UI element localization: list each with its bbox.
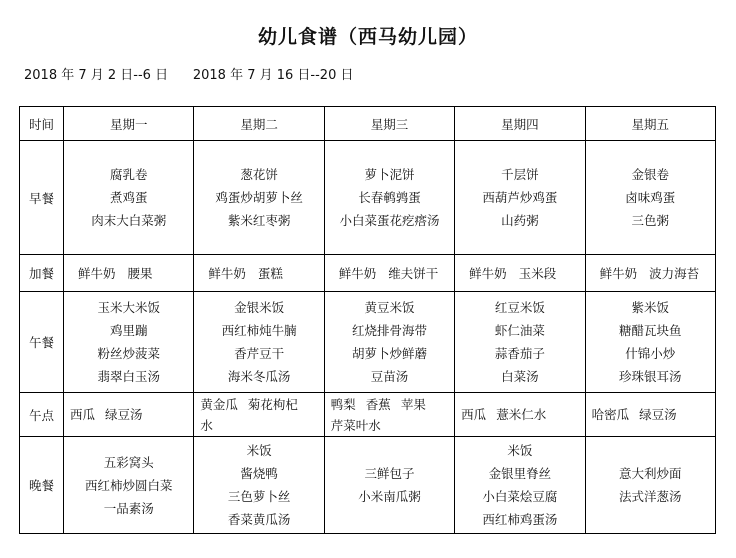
menu-item: 糖醋瓦块鱼 [619,323,682,338]
page-title: 幼儿食谱（西马幼儿园） [257,26,478,48]
menu-cell [324,141,454,255]
menu-item: 蒜香茄子 [494,346,545,361]
menu-item: 菊花枸杞水 [200,396,298,433]
meal-label: 午餐 [20,292,64,393]
meal-label: 早餐 [20,141,64,255]
menu-item: 西红柿鸡蛋汤 [482,512,558,527]
menu-item: 一品素汤 [103,500,154,516]
menu-item: 法式洋葱汤 [619,489,682,504]
menu-item: 海米冬瓜汤 [227,369,291,384]
menu-cell [194,393,324,437]
day-header: 星期二 [194,107,324,141]
menu-cell [455,437,585,534]
menu-item: 哈密瓜 [591,407,630,422]
day-header: 星期五 [585,107,715,141]
menu-cell [324,255,454,292]
menu-cell [585,437,715,534]
menu-item: 鸭梨 [330,396,356,412]
menu-cell [194,437,324,534]
menu-item: 小白菜蛋花疙瘩汤 [339,213,440,228]
meal-row-dinner [20,437,716,534]
menu-cell [455,255,585,292]
menu-cell [64,393,194,437]
menu-cell [585,255,715,292]
menu-item: 黄金瓜 [200,396,238,412]
menu-item: 蛋糕 [257,266,283,281]
menu-item: 小白菜烩豆腐 [482,489,558,504]
menu-item: 腰果 [127,266,153,281]
day-header: 星期一 [64,107,194,141]
time-header: 时间 [20,107,64,141]
menu-item: 玉米大米饭 [97,300,160,315]
menu-item: 鸡蛋炒胡萝卜丝 [215,190,303,205]
menu-item: 鸡里蹦 [109,323,148,338]
menu-item: 香蕉 [365,396,391,412]
menu-item: 意大利炒面 [619,466,682,481]
menu-item: 虾仁油菜 [494,323,545,338]
menu-cell [324,437,454,534]
meal-row-snack [20,255,716,292]
menu-cell [455,141,585,255]
menu-cell [64,437,194,534]
menu-item: 小米南瓜粥 [358,489,421,504]
menu-cell [194,141,324,255]
menu-item: 西瓜 [461,407,487,422]
menu-item: 紫米红枣粥 [227,213,291,228]
day-header: 星期三 [324,107,454,141]
menu-item: 白菜汤 [501,369,539,384]
menu-cell [585,393,715,437]
menu-item: 紫米饭 [631,300,670,315]
menu-table [19,106,716,534]
menu-item: 苹果 [400,396,426,412]
menu-item: 米饭 [246,443,272,458]
menu-cell [194,255,324,292]
menu-cell [455,393,585,437]
date-range: 2018 年 7 月 2 日--6 日 2018 年 7 月 16 日--20 日 [24,68,354,83]
menu-cell [455,292,585,393]
menu-item: 腐乳卷 [109,167,148,182]
menu-cell [324,292,454,393]
meal-label: 午点 [20,393,64,437]
menu-item: 三色粥 [631,213,670,228]
menu-item: 米饭 [507,443,533,458]
menu-item: 三鲜包子 [364,466,415,481]
menu-cell [194,292,324,393]
meal-label: 晚餐 [20,437,64,534]
menu-item: 长春鹌鹑蛋 [358,190,421,205]
header-row [20,107,716,141]
menu-item: 西瓜 [70,407,96,422]
menu-item: 金银卷 [631,167,670,182]
meal-row-afternoon [20,393,716,437]
menu-cell [585,141,715,255]
menu-item: 鲜牛奶 [469,266,507,281]
menu-item: 黄豆米饭 [364,300,415,315]
menu-item: 煮鸡蛋 [109,190,148,205]
menu-item: 西红柿炒圆白菜 [84,477,173,493]
menu-item: 翡翠白玉汤 [97,369,160,384]
menu-item: 波力海苔 [649,266,700,281]
menu-item: 鲜牛奶 [78,266,116,281]
menu-item: 鲜牛奶 [338,266,377,281]
menu-item: 绿豆汤 [639,407,677,422]
meal-row-lunch [20,292,716,393]
menu-item: 金银米饭 [234,300,285,315]
menu-item: 五彩窝头 [103,454,154,470]
menu-item: 薏米仁水 [496,407,547,422]
menu-item: 鲜牛奶 [208,266,246,281]
menu-item: 金银里脊丝 [488,466,552,481]
meal-label: 加餐 [20,255,64,292]
menu-cell [324,393,454,437]
menu-item: 山药粥 [501,213,539,228]
menu-item: 卤味鸡蛋 [625,190,676,205]
menu-item: 芹菜叶水 [330,417,381,433]
menu-item: 豆苗汤 [370,369,409,384]
day-header: 星期四 [455,107,585,141]
menu-cell [585,292,715,393]
menu-item: 三色萝卜丝 [227,489,291,504]
menu-item: 西红柿炖牛腩 [221,323,297,338]
menu-item: 酱烧鸭 [240,466,278,481]
menu-item: 红豆米饭 [494,300,545,315]
menu-item: 鲜牛奶 [599,266,638,281]
menu-item: 葱花饼 [240,167,278,182]
menu-item: 肉末大白菜粥 [91,213,167,228]
menu-item: 香菜黄瓜汤 [227,512,291,527]
menu-item: 胡萝卜炒鲜蘑 [351,346,427,361]
menu-cell [64,141,194,255]
menu-item: 维夫饼干 [388,266,439,281]
menu-cell [64,292,194,393]
menu-item: 西葫芦炒鸡蛋 [482,190,558,205]
menu-item: 粉丝炒菠菜 [97,346,160,361]
menu-item: 珍珠银耳汤 [619,369,682,384]
menu-item: 什锦小炒 [625,346,676,361]
menu-item: 红烧排骨海带 [351,323,427,338]
menu-item: 千层饼 [501,167,539,182]
menu-item: 绿豆汤 [105,407,143,422]
menu-item: 香芹豆干 [234,346,285,361]
menu-cell [64,255,194,292]
menu-item: 萝卜泥饼 [364,167,415,182]
menu-item: 玉米段 [518,266,557,281]
meal-row-breakfast [20,141,716,255]
